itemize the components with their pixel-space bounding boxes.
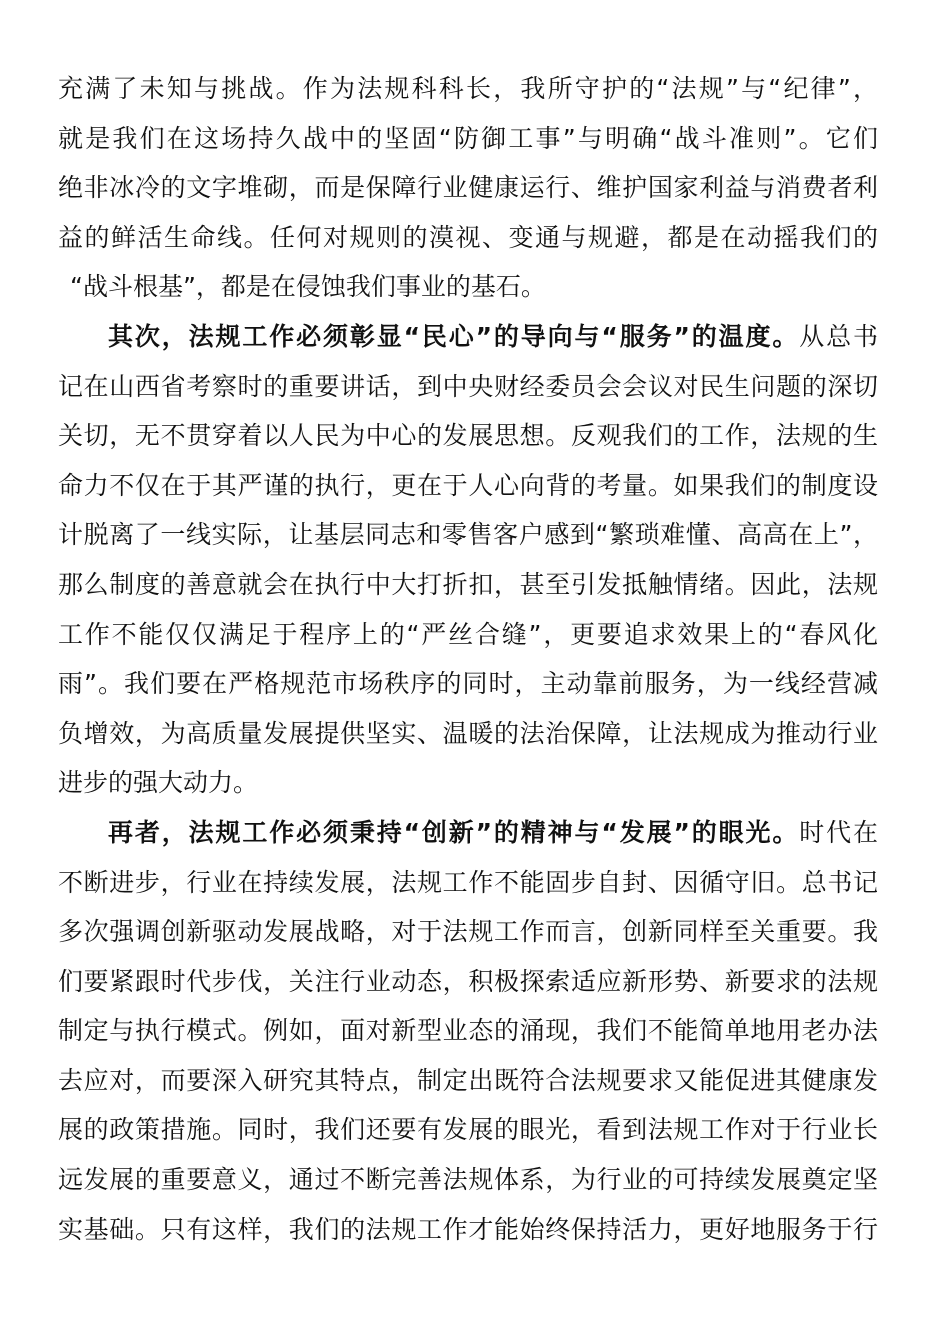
text-line: 命力不仅在于其严谨的执行，更在于人心向背的考量。如果我们的制度设 bbox=[58, 470, 878, 500]
text-line: 计脱离了一线实际，让基层同志和零售客户感到“繁琐难懂、高高在上”， bbox=[58, 520, 878, 550]
paragraph-1 bbox=[58, 64, 878, 312]
text-line: 绝非冰冷的文字堆砌，而是保障行业健康运行、维护国家利益与消费者利 bbox=[58, 173, 878, 203]
text-line: 展的政策措施。同时，我们还要有发展的眼光，看到法规工作对于行业长 bbox=[58, 1115, 878, 1145]
text-line: 多次强调创新驱动发展战略，对于法规工作而言，创新同样至关重要。我 bbox=[58, 917, 878, 947]
text-line: 们要紧跟时代步伐，关注行业动态，积极探索适应新形势、新要求的法规 bbox=[58, 966, 878, 996]
text-line: 益的鲜活生命线。任何对规则的漠视、变通与规避，都是在动摇我们的 bbox=[58, 222, 878, 252]
text-line: 关切，无不贯穿着以人民为中心的发展思想。反观我们的工作，法规的生 bbox=[58, 421, 878, 451]
text-line: 就是我们在这场持久战中的坚固“防御工事”与明确“战斗准则”。它们 bbox=[58, 123, 878, 153]
text-line: 去应对，而要深入研究其特点，制定出既符合法规要求又能促进其健康发 bbox=[58, 1065, 878, 1095]
text-run: 时代在 bbox=[799, 817, 878, 847]
paragraph-heading: 再者，法规工作必须秉持“创新”的精神与“发展”的眼光。 bbox=[108, 817, 800, 847]
paragraph-2 bbox=[58, 312, 878, 808]
text-line: 实基础。只有这样，我们的法规工作才能始终保持活力，更好地服务于行 bbox=[58, 1214, 878, 1244]
text-line: 记在山西省考察时的重要讲话，到中央财经委员会会议对民生问题的深切 bbox=[58, 371, 878, 401]
text-line: 充满了未知与挑战。作为法规科科长，我所守护的“法规”与“纪律”， bbox=[58, 74, 878, 103]
text-line: 远发展的重要意义，通过不断完善法规体系，为行业的可持续发展奠定坚 bbox=[58, 1165, 878, 1195]
document-body bbox=[58, 64, 878, 1254]
text-line: 进步的强大动力。 bbox=[58, 768, 259, 798]
paragraph-3 bbox=[58, 808, 878, 1254]
text-line: 雨”。我们要在严格规范市场秩序的同时，主动靠前服务，为一线经营减 bbox=[58, 669, 878, 699]
paragraph-heading: 其次，法规工作必须彰显“民心”的导向与“服务”的温度。 bbox=[108, 321, 800, 351]
text-run: 从总书 bbox=[799, 321, 878, 351]
text-line: 工作不能仅仅满足于程序上的“严丝合缝”，更要追求效果上的“春风化 bbox=[58, 619, 878, 649]
text-line: 那么制度的善意就会在执行中大打折扣，甚至引发抵触情绪。因此，法规 bbox=[58, 569, 878, 599]
text-line: 不断进步，行业在持续发展，法规工作不能固步自封、因循守旧。总书记 bbox=[58, 867, 878, 897]
paragraph-first-line bbox=[58, 808, 878, 858]
text-line: 负增效，为高质量发展提供坚实、温暖的法治保障，让法规成为推动行业 bbox=[58, 718, 878, 748]
text-line: “战斗根基”，都是在侵蚀我们事业的基石。 bbox=[70, 272, 546, 302]
text-line: 制定与执行模式。例如，面对新型业态的涌现，我们不能简单地用老办法 bbox=[58, 1016, 878, 1046]
paragraph-first-line bbox=[58, 312, 878, 362]
